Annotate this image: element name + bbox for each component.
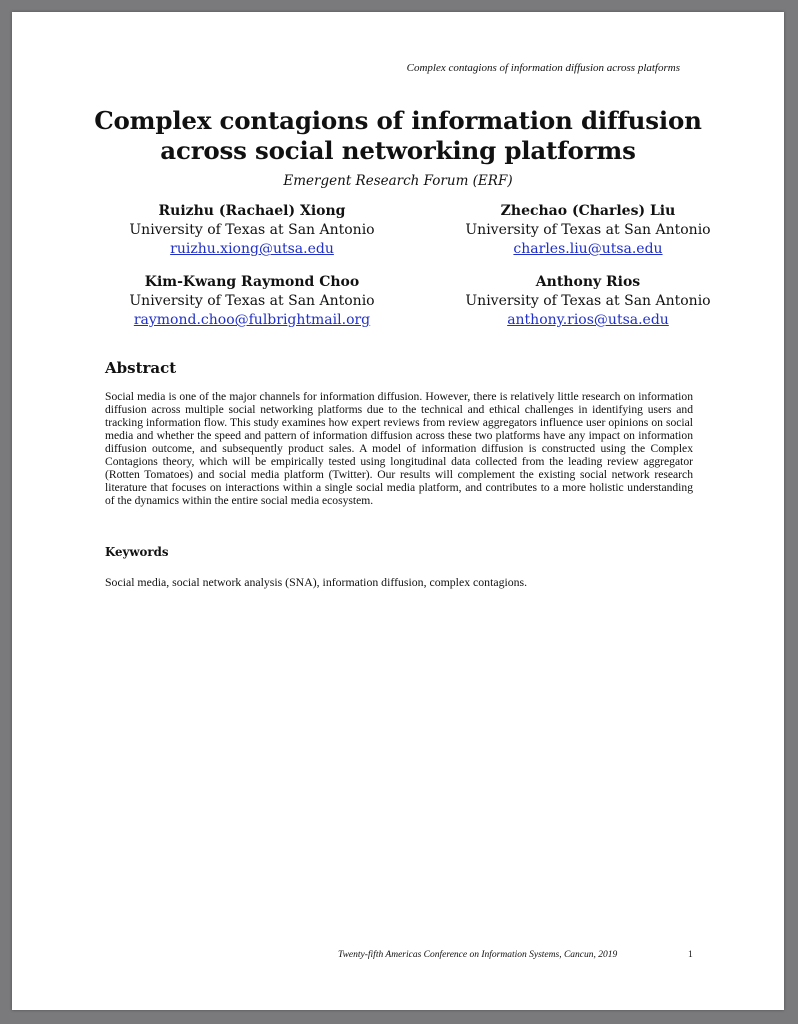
author-name: Kim-Kwang Raymond Choo — [144, 274, 360, 290]
author-block — [438, 273, 738, 330]
author-name: Anthony Rios — [535, 274, 641, 290]
title-line-1: Complex contagions of information diffusion — [94, 106, 702, 135]
abstract-text: Social media is one of the major channels for information diffusion. However, there is relatively little research on information diffusion across multiple social networking platforms due to the technical and ethical challenges in identifying users and tracking information flow. This study examines how expert reviews from review aggregators influence user opinions on social media and whether the speed and pattern of information diffusion across these two platforms have any impact on information diffusion outcome, and subsequently product sales. A model of information diffusion is constructed using the Complex Contagions theory, which will be empirically tested using longitudinal data collected from the leading review aggregator (Rotten Tomatoes) and social media platform (Twitter). Our results will complement the existing social network research literature that focuses on interactions within a single social media platform, and contributes to a more holistic understanding of the dynamics within the entire social media ecosystem. — [105, 390, 693, 507]
author-block — [102, 202, 402, 259]
forum-subtitle: Emergent Research Forum (ERF) — [283, 173, 513, 189]
running-head: Complex contagions of information diffusion across platforms — [406, 62, 680, 74]
author-name: Zhechao (Charles) Liu — [500, 203, 676, 219]
title-line-2: across social networking platforms — [160, 136, 636, 165]
author-affiliation: University of Texas at San Antonio — [465, 222, 711, 238]
paper-page — [12, 12, 784, 1010]
author-affiliation: University of Texas at San Antonio — [129, 222, 375, 238]
author-affiliation: University of Texas at San Antonio — [465, 293, 711, 309]
abstract-heading: Abstract — [105, 359, 177, 377]
keywords-heading: Keywords — [105, 545, 169, 559]
author-affiliation: University of Texas at San Antonio — [129, 293, 375, 309]
author-email-link[interactable]: raymond.choo@fulbrightmail.org — [133, 312, 371, 328]
page-number: 1 — [688, 950, 693, 960]
author-block — [438, 202, 738, 259]
paper-title — [12, 106, 784, 166]
author-email-link[interactable]: anthony.rios@utsa.edu — [507, 312, 669, 328]
author-email-link[interactable]: charles.liu@utsa.edu — [513, 241, 663, 257]
footer-conference: Twenty-fifth Americas Conference on Information Systems, Cancun, 2019 — [338, 950, 618, 960]
keywords-text: Social media, social network analysis (SNA), information diffusion, complex contagions. — [105, 575, 528, 589]
author-email-link[interactable]: ruizhu.xiong@utsa.edu — [170, 241, 334, 257]
author-name: Ruizhu (Rachael) Xiong — [158, 203, 346, 219]
author-block — [102, 273, 402, 330]
